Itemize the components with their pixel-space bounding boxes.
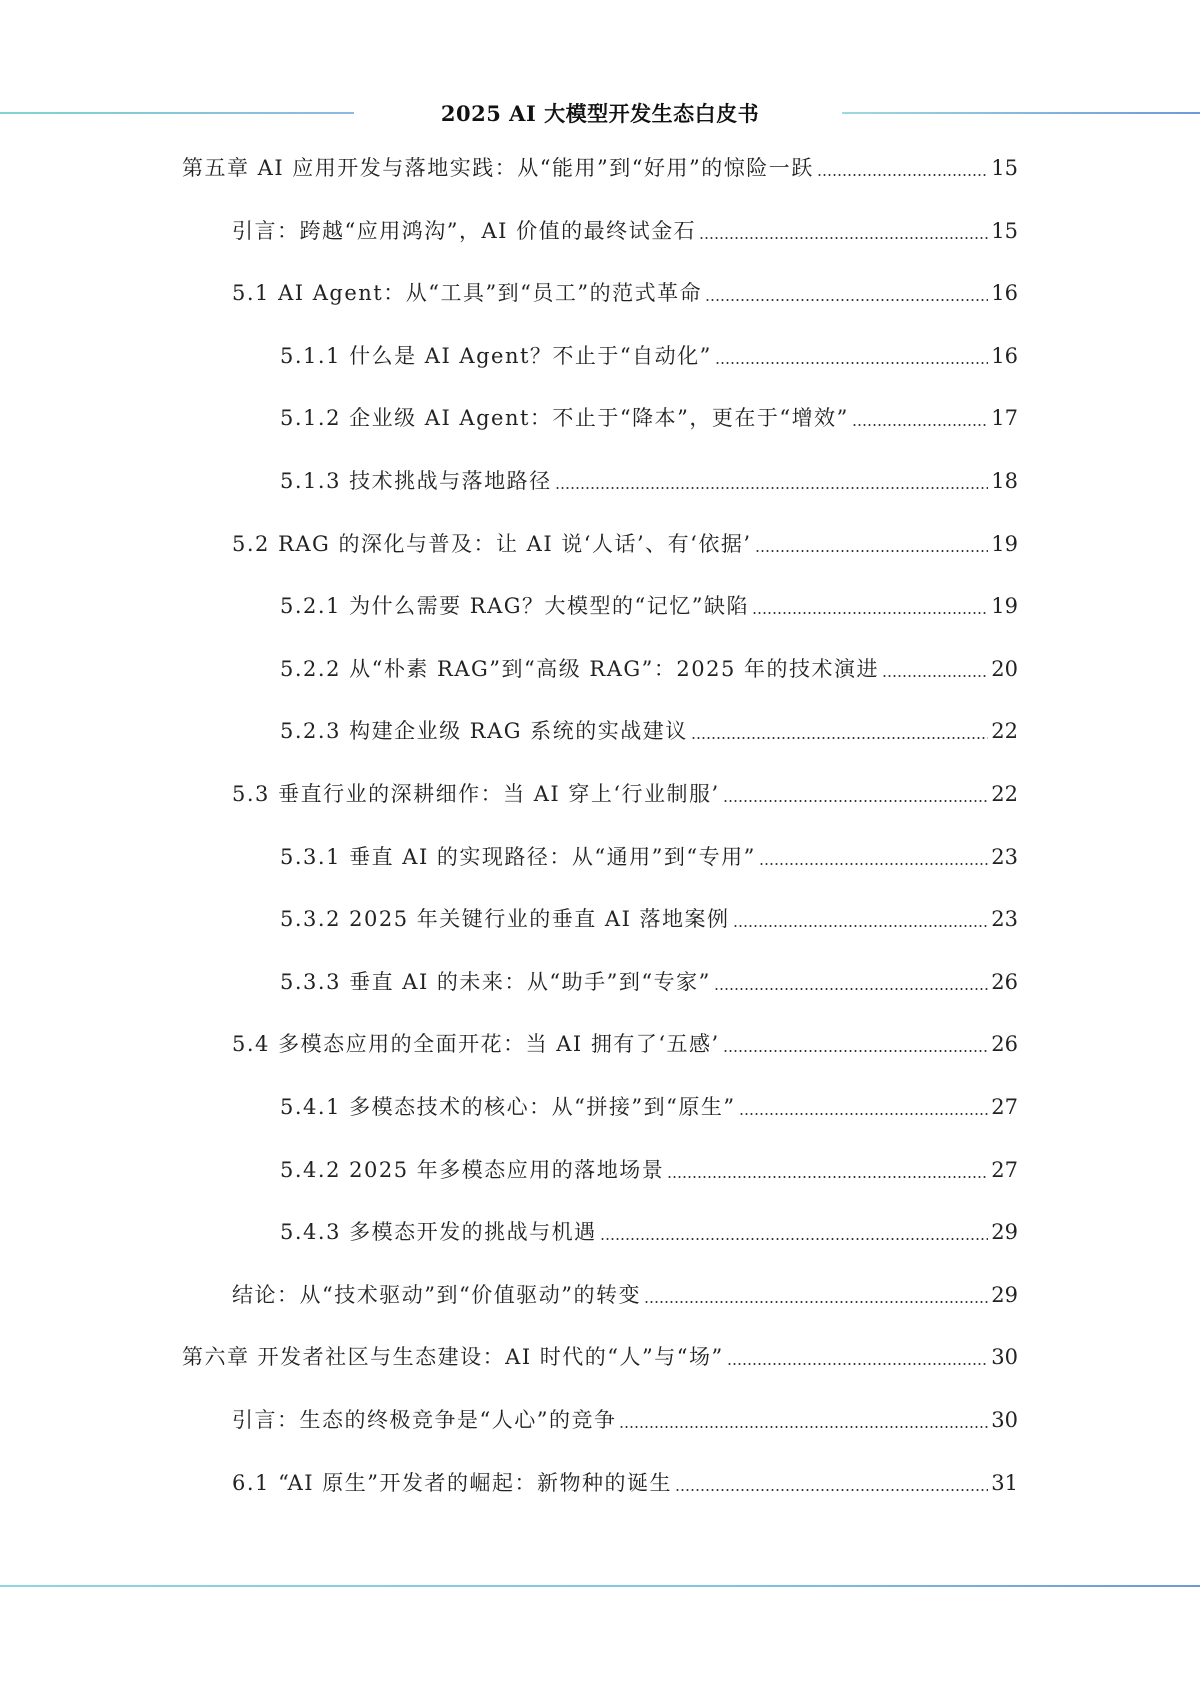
toc-page-number: 23 [991, 845, 1018, 869]
toc-entry-title: 5.2 RAG 的深化与普及：让 AI 说‘人话’、有‘依据’ [232, 532, 752, 556]
toc-entry-title: 5.4.3 多模态开发的挑战与机遇 [280, 1220, 597, 1244]
toc-entry[interactable] [280, 716, 1018, 746]
toc-entry[interactable] [280, 403, 1018, 433]
toc-dot-leader [705, 299, 988, 301]
toc-dot-leader [752, 612, 988, 614]
toc-dot-leader [852, 424, 988, 426]
toc-entry[interactable] [232, 779, 1018, 809]
toc-entry-title: 5.4.1 多模态技术的核心：从“拼接”到“原生” [280, 1095, 736, 1119]
toc-entry[interactable] [232, 216, 1018, 246]
toc-entry-title: 5.3 垂直行业的深耕细作：当 AI 穿上‘行业制服’ [232, 782, 720, 806]
toc-dot-leader [755, 550, 989, 552]
toc-dot-leader [619, 1426, 988, 1428]
toc-page-number: 30 [991, 1345, 1018, 1369]
toc-entry[interactable] [280, 1217, 1018, 1247]
toc-page-number: 22 [991, 782, 1018, 806]
toc-entry-title: 5.1.1 什么是 AI Agent？不止于“自动化” [280, 344, 712, 368]
toc-page-number: 27 [991, 1095, 1018, 1119]
toc-entry[interactable] [280, 1155, 1018, 1185]
toc-page-number: 19 [991, 532, 1018, 556]
toc-dot-leader [739, 1113, 989, 1115]
toc-dot-leader [699, 237, 988, 239]
toc-page-number: 23 [991, 907, 1018, 931]
toc-entry[interactable] [280, 1092, 1018, 1122]
toc-page-number: 26 [991, 1032, 1018, 1056]
toc-entry-title: 5.3.2 2025 年关键行业的垂直 AI 落地案例 [280, 907, 730, 931]
toc-entry-title: 5.2.1 为什么需要 RAG？大模型的“记忆”缺陷 [280, 594, 750, 618]
toc-entry-title: 5.1.2 企业级 AI Agent：不止于“降本”，更在于“增效” [280, 406, 849, 430]
toc-entry[interactable] [280, 904, 1018, 934]
toc-dot-leader [675, 1489, 988, 1491]
toc-page-number: 30 [991, 1408, 1018, 1432]
toc-entry[interactable] [232, 1029, 1018, 1059]
toc-page-number: 20 [991, 657, 1018, 681]
toc-entry[interactable] [232, 1468, 1018, 1498]
toc-dot-leader [600, 1238, 989, 1240]
toc-entry-title: 引言：生态的终极竞争是“人心”的竞争 [232, 1408, 617, 1432]
toc-dot-leader [727, 1363, 989, 1365]
toc-entry-title: 5.2.2 从“朴素 RAG”到“高级 RAG”：2025 年的技术演进 [280, 657, 880, 681]
toc-dot-leader [759, 863, 988, 865]
toc-dot-leader [882, 675, 988, 677]
toc-page-number: 29 [991, 1220, 1018, 1244]
toc-entry[interactable] [232, 278, 1018, 308]
toc-dot-leader [691, 737, 989, 739]
toc-entry[interactable] [280, 654, 1018, 684]
toc-entry[interactable] [280, 591, 1018, 621]
toc-entry[interactable] [232, 1405, 1018, 1435]
page-header-title: 2025 AI 大模型开发生态白皮书 [440, 101, 760, 126]
toc-entry-title: 6.1 “AI 原生”开发者的崛起：新物种的诞生 [232, 1471, 672, 1495]
toc-page-number: 18 [991, 469, 1018, 493]
toc-entry-title: 5.4.2 2025 年多模态应用的落地场景 [280, 1158, 665, 1182]
toc-page-number: 22 [991, 719, 1018, 743]
toc-entry-title: 第六章 开发者社区与生态建设：AI 时代的“人”与“场” [182, 1345, 724, 1369]
toc-page-number: 19 [991, 594, 1018, 618]
toc-dot-leader [667, 1176, 988, 1178]
toc-dot-leader [555, 487, 989, 489]
footer-rule [0, 1585, 1200, 1587]
toc-entry[interactable] [280, 341, 1018, 371]
toc-entry[interactable] [232, 1280, 1018, 1310]
toc-dot-leader [714, 988, 988, 990]
toc-page-number: 15 [991, 156, 1018, 180]
toc-entry-title: 5.3.3 垂直 AI 的未来：从“助手”到“专家” [280, 970, 711, 994]
toc-entry-title: 5.1.3 技术挑战与落地路径 [280, 469, 552, 493]
toc-page-number: 16 [991, 281, 1018, 305]
toc-dot-leader [715, 362, 988, 364]
toc-entry[interactable] [280, 967, 1018, 997]
toc-entry[interactable] [182, 1342, 1018, 1372]
toc-entry[interactable] [280, 842, 1018, 872]
toc-page-number: 15 [991, 219, 1018, 243]
toc-entry-title: 第五章 AI 应用开发与落地实践：从“能用”到“好用”的惊险一跃 [182, 156, 814, 180]
toc-entry-title: 5.2.3 构建企业级 RAG 系统的实战建议 [280, 719, 688, 743]
toc-entry[interactable] [280, 466, 1018, 496]
toc-page-number: 27 [991, 1158, 1018, 1182]
toc-entry-title: 5.1 AI Agent：从“工具”到“员工”的范式革命 [232, 281, 703, 305]
toc-entry-title: 结论：从“技术驱动”到“价值驱动”的转变 [232, 1283, 641, 1307]
toc-page-number: 26 [991, 970, 1018, 994]
toc-entry-title: 5.4 多模态应用的全面开花：当 AI 拥有了‘五感’ [232, 1032, 720, 1056]
toc-page-number: 29 [991, 1283, 1018, 1307]
toc-page-number: 16 [991, 344, 1018, 368]
toc-entry[interactable] [232, 529, 1018, 559]
toc-dot-leader [644, 1301, 988, 1303]
toc-entry-title: 5.3.1 垂直 AI 的实现路径：从“通用”到“专用” [280, 845, 756, 869]
toc-dot-leader [723, 800, 989, 802]
toc-page-number: 31 [991, 1471, 1018, 1495]
toc-dot-leader [817, 174, 989, 176]
toc-dot-leader [733, 925, 989, 927]
toc-page-number: 17 [991, 406, 1018, 430]
toc-dot-leader [723, 1050, 989, 1052]
toc-entry-title: 引言：跨越“应用鸿沟”，AI 价值的最终试金石 [232, 219, 697, 243]
toc-entry[interactable] [182, 153, 1018, 183]
